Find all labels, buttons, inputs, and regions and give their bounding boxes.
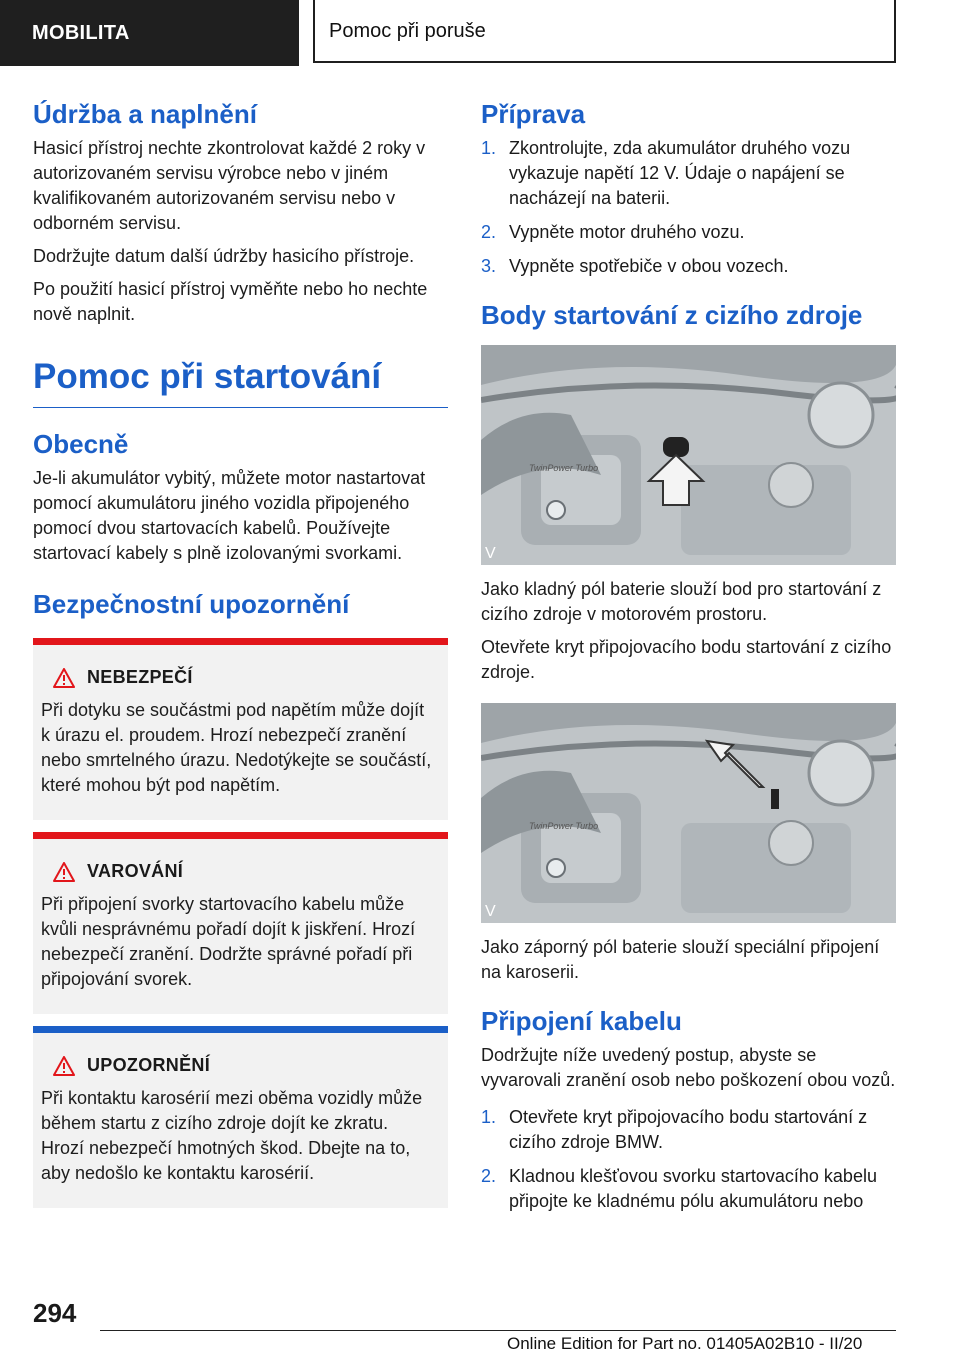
connection-steps xyxy=(481,1105,896,1214)
positive-pole-paragraph: Jako kladný pól baterie slouží bod pro startování z cizího zdroje v motorovém prostoru. xyxy=(481,579,882,624)
engine-bay-photo-positive xyxy=(481,345,896,565)
edition-note: Online Edition for Part no. 01405A02B10 - II/20 xyxy=(507,1334,863,1353)
preparation-steps xyxy=(481,136,896,279)
caution-notice xyxy=(33,1026,448,1208)
engine-bay-photo-negative xyxy=(481,703,896,923)
maintenance-paragraph-2: Dodržujte datum další údržby hasicího přístroje. xyxy=(33,246,415,266)
list-item: 3. Vypněte spotřebiče v obou vozech. xyxy=(481,256,789,276)
general-heading: Obecně xyxy=(33,429,129,459)
list-item: 1. Otevřete kryt připojovacího bodu startování z cizího zdroje BMW. xyxy=(481,1107,868,1152)
warning-text: Při připojení svorky startovacího kabelu může kvůli nesprávnému pořadí dojít k jiskření. Hrozí nebezpečí zranění. Dodržte správné pořadí při připojování svorek. xyxy=(41,894,416,989)
engine-cover-logo: TwinPower Turbo xyxy=(529,463,599,473)
chapter-heading: Pomoc při startování xyxy=(33,355,448,408)
photo-corner-mark: V xyxy=(485,545,496,562)
general-paragraph: Je-li akumulátor vybitý, můžete motor nastartovat pomocí akumulátoru jiného vozidla připojeného pomocí dvou startovacích kabelů. Používejte startovací kabely s plně izolovanými svorkami. xyxy=(33,468,426,563)
photo-corner-mark: V xyxy=(485,903,496,920)
page-number: 294 xyxy=(33,1298,77,1328)
negative-pole-paragraph: Jako záporný pól baterie slouží speciální připojení na karoserii. xyxy=(481,937,880,982)
maintenance-heading: Údržba a naplnění xyxy=(33,99,257,129)
cable-connection-paragraph: Dodržujte níže uvedený postup, abyste se vyvarovali zranění osob nebo poškození obou vozů. xyxy=(481,1045,896,1090)
section-tab: MOBILITA xyxy=(0,0,299,66)
topic-tab: Pomoc při poruše xyxy=(313,0,896,63)
warning-triangle-icon xyxy=(41,862,87,882)
maintenance-paragraph-1: Hasicí přístroj nechte zkontrolovat každé 2 roky v autorizovaném servisu výrobce nebo v jiném kvalifikovaném autorizovaném servisu nebo v odborném servisu. xyxy=(33,138,426,233)
open-cover-paragraph: Otevřete kryt připojovacího bodu startování z cizího zdroje. xyxy=(481,637,892,682)
warning-notice xyxy=(33,832,448,1014)
danger-text: Při dotyku se součástmi pod napětím může dojít k úrazu el. proudem. Hrozí nebezpečí zranění nebo smrtelného úrazu. Nedotýkejte se součástí, které mohou být pod napětím. xyxy=(41,700,432,795)
engine-cover-logo: TwinPower Turbo xyxy=(529,821,599,831)
safety-heading: Bezpečnostní upozornění xyxy=(33,589,350,619)
list-item: 2. Vypněte motor druhého vozu. xyxy=(481,222,745,242)
caution-text: Při kontaktu karosérií mezi oběma vozidly může během startu z cizího zdroje dojít ke zkratu. Hrozí nebezpečí hmotných škod. Dbejte na to, aby nedošlo ke kontaktu karosérií. xyxy=(41,1088,423,1183)
caution-title: UPOZORNĚNÍ xyxy=(87,1055,211,1075)
list-item: 1. Zkontrolujte, zda akumulátor druhého vozu vykazuje napětí 12 V. Údaje o napájení se nacházejí na baterii. xyxy=(481,138,851,208)
right-column xyxy=(481,98,896,1223)
danger-title: NEBEZPEČÍ xyxy=(87,667,193,687)
danger-notice xyxy=(33,638,448,820)
warning-triangle-icon xyxy=(41,668,87,688)
list-item: 2. Kladnou klešťovou svorku startovacího kabelu připojte ke kladnému pólu akumulátoru nebo xyxy=(481,1166,877,1211)
preparation-heading: Příprava xyxy=(481,99,586,129)
cable-connection-heading: Připojení kabelu xyxy=(481,1006,682,1036)
warning-triangle-icon xyxy=(41,1056,87,1076)
left-column xyxy=(33,98,448,1208)
page-header xyxy=(0,0,960,66)
footer-divider xyxy=(100,1330,896,1331)
warning-title: VAROVÁNÍ xyxy=(87,861,184,881)
jump-points-heading: Body startování z cizího zdroje xyxy=(481,300,863,330)
maintenance-paragraph-3: Po použití hasicí přístroj vyměňte nebo ho nechte nově naplnit. xyxy=(33,279,428,324)
